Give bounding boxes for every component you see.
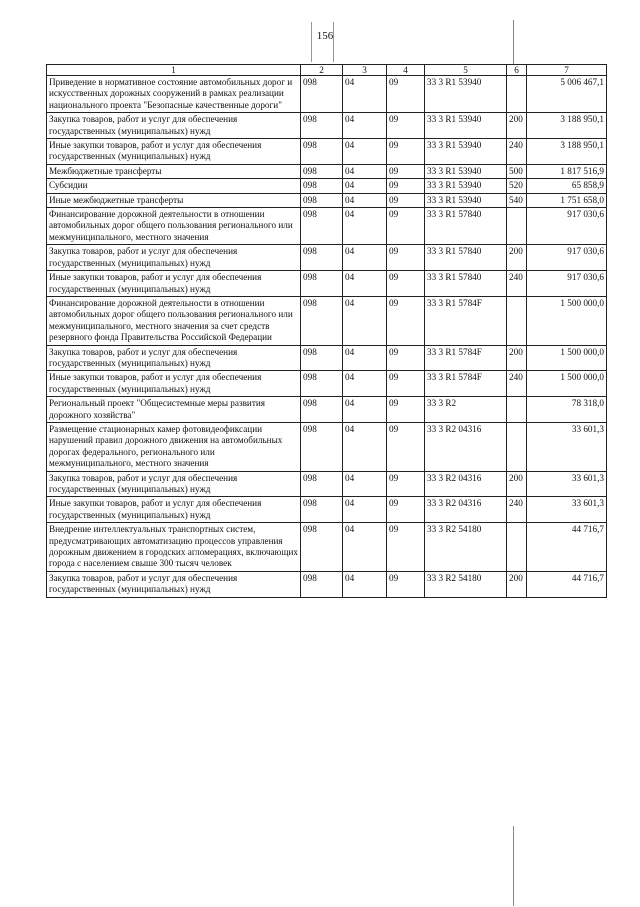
table-header-row [47, 65, 607, 76]
section-cell: 04 [343, 296, 387, 345]
scan-artifact-line [333, 22, 334, 62]
target-article-cell: 33 3 R2 04316 [425, 497, 507, 523]
expense-type-cell: 520 [507, 179, 527, 193]
table-row [47, 208, 607, 245]
expense-type-cell: 540 [507, 193, 527, 207]
expense-type-cell: 240 [507, 371, 527, 397]
section-cell: 04 [343, 523, 387, 572]
section-cell: 04 [343, 164, 387, 178]
expense-type-cell: 240 [507, 497, 527, 523]
subsection-cell: 09 [387, 76, 425, 113]
target-article-cell: 33 3 R1 53940 [425, 193, 507, 207]
amount-cell: 3 188 950,1 [527, 139, 607, 165]
section-cell: 04 [343, 76, 387, 113]
subsection-cell: 09 [387, 497, 425, 523]
item-name-cell: Финансирование дорожной деятельности в отношении автомобильных дорог общего пользования регионального или межмуниципального, местного значения за счет средств резервного фонда Правительства Российской Федерации [47, 296, 301, 345]
item-name-cell: Размещение стационарных камер фотовидеофиксации нарушений правил дорожного движения на автомобильных дорогах федерального, регионального или межмуниципального, местного значения [47, 422, 301, 471]
expense-type-cell: 500 [507, 164, 527, 178]
amount-cell: 44 716,7 [527, 523, 607, 572]
section-cell: 04 [343, 179, 387, 193]
target-article-cell: 33 3 R2 04316 [425, 471, 507, 497]
expense-type-cell: 200 [507, 245, 527, 271]
item-name-cell: Межбюджетные трансферты [47, 164, 301, 178]
subsection-cell: 09 [387, 296, 425, 345]
ministry-code-cell: 098 [301, 571, 343, 597]
expense-type-cell [507, 397, 527, 423]
subsection-cell: 09 [387, 245, 425, 271]
amount-cell: 5 006 467,1 [527, 76, 607, 113]
target-article-cell: 33 3 R1 57840 [425, 245, 507, 271]
subsection-cell: 09 [387, 345, 425, 371]
item-name-cell: Иные межбюджетные трансферты [47, 193, 301, 207]
column-header: 7 [527, 65, 607, 76]
amount-cell: 1 500 000,0 [527, 371, 607, 397]
target-article-cell: 33 3 R2 54180 [425, 571, 507, 597]
table-row [47, 193, 607, 207]
target-article-cell: 33 3 R2 04316 [425, 422, 507, 471]
ministry-code-cell: 098 [301, 113, 343, 139]
table-row [47, 371, 607, 397]
column-header: 3 [343, 65, 387, 76]
subsection-cell: 09 [387, 179, 425, 193]
table-row [47, 345, 607, 371]
table-row [47, 245, 607, 271]
amount-cell: 33 601,3 [527, 471, 607, 497]
target-article-cell: 33 3 R1 53940 [425, 164, 507, 178]
amount-cell: 1 751 658,0 [527, 193, 607, 207]
expense-type-cell [507, 296, 527, 345]
ministry-code-cell: 098 [301, 497, 343, 523]
item-name-cell: Иные закупки товаров, работ и услуг для обеспечения государственных (муниципальных) нужд [47, 371, 301, 397]
ministry-code-cell: 098 [301, 471, 343, 497]
item-name-cell: Финансирование дорожной деятельности в отношении автомобильных дорог общего пользования регионального или межмуниципального, местного значения [47, 208, 301, 245]
ministry-code-cell: 098 [301, 208, 343, 245]
subsection-cell: 09 [387, 164, 425, 178]
item-name-cell: Закупка товаров, работ и услуг для обеспечения государственных (муниципальных) нужд [47, 245, 301, 271]
item-name-cell: Закупка товаров, работ и услуг для обеспечения государственных (муниципальных) нужд [47, 345, 301, 371]
target-article-cell: 33 3 R1 5784F [425, 345, 507, 371]
table-row [47, 571, 607, 597]
ministry-code-cell: 098 [301, 245, 343, 271]
table-row [47, 471, 607, 497]
section-cell: 04 [343, 371, 387, 397]
subsection-cell: 09 [387, 371, 425, 397]
item-name-cell: Региональный проект "Общесистемные меры развития дорожного хозяйства" [47, 397, 301, 423]
table-row [47, 497, 607, 523]
amount-cell: 1 500 000,0 [527, 296, 607, 345]
table-row [47, 179, 607, 193]
subsection-cell: 09 [387, 208, 425, 245]
target-article-cell: 33 3 R1 53940 [425, 139, 507, 165]
table-row [47, 139, 607, 165]
amount-cell: 917 030,6 [527, 208, 607, 245]
ministry-code-cell: 098 [301, 76, 343, 113]
scan-artifact-line [311, 22, 312, 62]
ministry-code-cell: 098 [301, 179, 343, 193]
expense-type-cell [507, 523, 527, 572]
ministry-code-cell: 098 [301, 422, 343, 471]
item-name-cell: Закупка товаров, работ и услуг для обеспечения государственных (муниципальных) нужд [47, 113, 301, 139]
subsection-cell: 09 [387, 471, 425, 497]
section-cell: 04 [343, 397, 387, 423]
column-header: 5 [425, 65, 507, 76]
item-name-cell: Иные закупки товаров, работ и услуг для обеспечения государственных (муниципальных) нужд [47, 497, 301, 523]
section-cell: 04 [343, 571, 387, 597]
item-name-cell: Иные закупки товаров, работ и услуг для обеспечения государственных (муниципальных) нужд [47, 139, 301, 165]
amount-cell: 1 817 516,9 [527, 164, 607, 178]
ministry-code-cell: 098 [301, 193, 343, 207]
item-name-cell: Закупка товаров, работ и услуг для обеспечения государственных (муниципальных) нужд [47, 471, 301, 497]
expense-type-cell: 240 [507, 139, 527, 165]
section-cell: 04 [343, 471, 387, 497]
item-name-cell: Приведение в нормативное состояние автомобильных дорог и искусственных дорожных сооружений в рамках реализации национального проекта "Безопасные качественные дороги" [47, 76, 301, 113]
budget-table [46, 64, 607, 598]
target-article-cell: 33 3 R1 5784F [425, 296, 507, 345]
target-article-cell: 33 3 R1 57840 [425, 271, 507, 297]
expense-type-cell: 200 [507, 571, 527, 597]
amount-cell: 917 030,6 [527, 271, 607, 297]
ministry-code-cell: 098 [301, 345, 343, 371]
expense-type-cell [507, 208, 527, 245]
subsection-cell: 09 [387, 193, 425, 207]
expense-type-cell: 200 [507, 113, 527, 139]
subsection-cell: 09 [387, 422, 425, 471]
column-header: 2 [301, 65, 343, 76]
table-row [47, 76, 607, 113]
subsection-cell: 09 [387, 397, 425, 423]
column-header: 6 [507, 65, 527, 76]
ministry-code-cell: 098 [301, 397, 343, 423]
amount-cell: 33 601,3 [527, 497, 607, 523]
section-cell: 04 [343, 422, 387, 471]
item-name-cell: Иные закупки товаров, работ и услуг для обеспечения государственных (муниципальных) нужд [47, 271, 301, 297]
column-header: 1 [47, 65, 301, 76]
section-cell: 04 [343, 271, 387, 297]
expense-type-cell: 200 [507, 345, 527, 371]
target-article-cell: 33 3 R2 54180 [425, 523, 507, 572]
ministry-code-cell: 098 [301, 371, 343, 397]
column-header: 4 [387, 65, 425, 76]
amount-cell: 917 030,6 [527, 245, 607, 271]
target-article-cell: 33 3 R1 53940 [425, 76, 507, 113]
expense-type-cell [507, 76, 527, 113]
amount-cell: 1 500 000,0 [527, 345, 607, 371]
scan-artifact-line [513, 20, 514, 64]
target-article-cell: 33 3 R1 57840 [425, 208, 507, 245]
target-article-cell: 33 3 R1 53940 [425, 113, 507, 139]
ministry-code-cell: 098 [301, 164, 343, 178]
amount-cell: 33 601,3 [527, 422, 607, 471]
item-name-cell: Субсидии [47, 179, 301, 193]
amount-cell: 65 858,9 [527, 179, 607, 193]
expense-type-cell: 240 [507, 271, 527, 297]
section-cell: 04 [343, 497, 387, 523]
table-row [47, 523, 607, 572]
item-name-cell: Внедрение интеллектуальных транспортных систем, предусматривающих автоматизацию процессов управления дорожным движением в городских агломерациях, включающих города с населением свыше 300 тысяч человек [47, 523, 301, 572]
section-cell: 04 [343, 193, 387, 207]
table-row [47, 164, 607, 178]
item-name-cell: Закупка товаров, работ и услуг для обеспечения государственных (муниципальных) нужд [47, 571, 301, 597]
subsection-cell: 09 [387, 523, 425, 572]
ministry-code-cell: 098 [301, 296, 343, 345]
ministry-code-cell: 098 [301, 139, 343, 165]
target-article-cell: 33 3 R1 5784F [425, 371, 507, 397]
amount-cell: 78 318,0 [527, 397, 607, 423]
amount-cell: 3 188 950,1 [527, 113, 607, 139]
target-article-cell: 33 3 R2 [425, 397, 507, 423]
table-row [47, 113, 607, 139]
target-article-cell: 33 3 R1 53940 [425, 179, 507, 193]
table-row [47, 397, 607, 423]
section-cell: 04 [343, 208, 387, 245]
expense-type-cell: 200 [507, 471, 527, 497]
expense-type-cell [507, 422, 527, 471]
section-cell: 04 [343, 139, 387, 165]
subsection-cell: 09 [387, 571, 425, 597]
ministry-code-cell: 098 [301, 271, 343, 297]
amount-cell: 44 716,7 [527, 571, 607, 597]
section-cell: 04 [343, 245, 387, 271]
scan-artifact-line [513, 826, 514, 906]
page-number: 156 [316, 30, 334, 42]
subsection-cell: 09 [387, 139, 425, 165]
table-row [47, 422, 607, 471]
table-row [47, 271, 607, 297]
section-cell: 04 [343, 113, 387, 139]
subsection-cell: 09 [387, 271, 425, 297]
table-row [47, 296, 607, 345]
ministry-code-cell: 098 [301, 523, 343, 572]
subsection-cell: 09 [387, 113, 425, 139]
section-cell: 04 [343, 345, 387, 371]
